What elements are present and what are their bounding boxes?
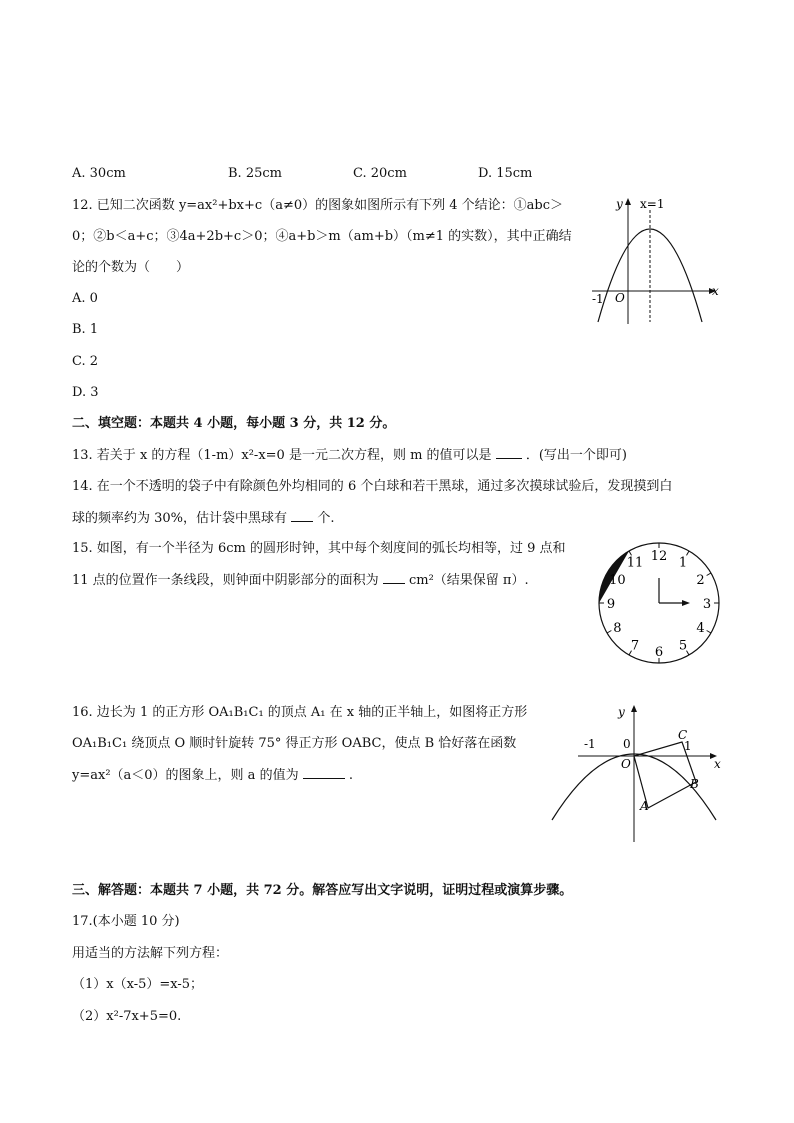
q15-clock-number: 7 — [630, 638, 640, 654]
q14-text-after: 个. — [317, 511, 335, 526]
q15-clock-tick — [707, 573, 711, 576]
q12-y-axis-arrow — [625, 198, 631, 205]
q15-hour-hand-arrow — [682, 600, 690, 606]
q16-x-label: x — [714, 757, 721, 771]
q15-clock-figure — [594, 540, 724, 670]
q14-stem-line1: 14. 在一个不透明的袋子中有除颜色外均相同的 6 个白球和若干黑球，通过多次摸球试验后，发现摸到白 — [72, 479, 673, 494]
q16-y-label: y — [618, 705, 625, 719]
q12-option-b: B. 1 — [72, 322, 99, 337]
q16-point-c-label: C — [678, 728, 688, 742]
q15-clock-number: 11 — [626, 555, 644, 571]
q15-clock-number: 9 — [606, 597, 616, 612]
q15-answer-blank — [383, 571, 405, 584]
q16-point-a-label: A — [640, 799, 649, 813]
section2-heading: 二、填空题：本题共 4 小题，每小题 3 分，共 12 分。 — [72, 416, 396, 431]
section3-heading: 三、解答题：本题共 7 小题，共 72 分。解答应写出文字说明，证明过程或演算步骤。 — [72, 883, 573, 898]
q12-line-label: x=1 — [640, 197, 665, 211]
q12-option-c: C. 2 — [72, 354, 99, 369]
q13-text-before: 13. 若关于 x 的方程（1-m）x²-x=0 是一元二次方程，则 m 的值可以是 — [72, 448, 492, 463]
q11-option-c: C. 20cm — [353, 166, 407, 181]
q13-question — [72, 446, 627, 465]
q15-clock-tick — [707, 631, 711, 634]
q15-clock-number: 4 — [696, 621, 705, 636]
q16-origin-label: O — [621, 757, 631, 771]
q12-parabola-figure — [588, 192, 724, 332]
q16-point-b-label: B — [690, 777, 699, 791]
q15-stem-line2 — [72, 571, 529, 590]
q14-answer-blank — [291, 509, 313, 522]
q13-answer-blank — [496, 446, 522, 459]
q15-text-before: 11 点的位置作一条线段，则钟面中阴影部分的面积为 — [72, 573, 379, 588]
q16-text-before: y=ax²（a＜0）的图象上，则 a 的值为 — [72, 768, 299, 783]
q12-origin-label: O — [615, 291, 625, 305]
q16-stem-line2: OA₁B₁C₁ 绕顶点 O 顺时针旋转 75° 得正方形 OABC，使点 B 恰好落在函数 — [72, 736, 517, 751]
q14-stem-line2 — [72, 509, 334, 528]
q17-title: 17.(本小题 10 分) — [72, 914, 180, 929]
q12-stem-line3: 论的个数为（ ） — [72, 260, 190, 275]
q14-text-before: 球的频率约为 30%，估计袋中黑球有 — [72, 511, 288, 526]
q15-clock-number: 5 — [678, 638, 688, 654]
q17-part2: （2）x²-7x+5=0. — [72, 1009, 182, 1024]
q16-neg-one-label: -1 — [584, 737, 596, 751]
q15-clock-number: 8 — [613, 621, 622, 636]
q12-y-label: y — [616, 197, 623, 211]
q16-one-label: 1 — [684, 739, 692, 753]
q15-clock-number: 1 — [678, 555, 688, 571]
q15-clock-tick — [607, 631, 611, 634]
q15-clock-number: 10 — [609, 573, 626, 588]
q12-stem-line2: 0；②b＜a+c；③4a+2b+c＞0；④a+b＞m（am+b）（m≠1 的实数），其中正确结 — [72, 229, 572, 244]
q15-clock-number: 6 — [654, 645, 664, 660]
q16-stem-line1: 16. 边长为 1 的正方形 OA₁B₁C₁ 的顶点 A₁ 在 x 轴的正半轴上，如图将正方形 — [72, 705, 528, 720]
q11-option-a: A. 30cm — [72, 166, 126, 181]
q16-stem-line3 — [72, 766, 353, 785]
q17-part1: （1）x（x-5）=x-5； — [72, 977, 204, 992]
q16-y-axis-arrow — [631, 705, 637, 712]
q12-option-d: D. 3 — [72, 385, 99, 400]
q12-neg-one-label: -1 — [592, 292, 604, 306]
q11-option-d: D. 15cm — [478, 166, 533, 181]
q16-text-after: . — [348, 768, 353, 783]
q16-answer-blank — [303, 766, 345, 779]
q12-option-a: A. 0 — [72, 291, 98, 306]
q13-text-after: ．(写出一个即可) — [525, 448, 627, 463]
q15-clock-number: 12 — [650, 549, 668, 564]
q15-stem-line1: 15. 如图，有一个半径为 6cm 的圆形时钟，其中每个刻度间的弧长均相等，过 9 点和 — [72, 541, 566, 556]
q16-zero-label: 0 — [623, 737, 631, 751]
q15-clock-number: 2 — [696, 573, 705, 588]
q17-instruction: 用适当的方法解下列方程： — [72, 946, 229, 961]
q11-option-b: B. 25cm — [228, 166, 282, 181]
q15-clock-number: 3 — [702, 597, 712, 612]
q15-text-after: cm²（结果保留 π）. — [408, 573, 529, 588]
q12-x-label: x — [712, 284, 719, 298]
q16-rotated-square-figure — [550, 700, 724, 848]
q12-stem-line1: 12. 已知二次函数 y=ax²+bx+c（a≠0）的图象如图所示有下列 4 个结论：①abc＞ — [72, 198, 563, 213]
